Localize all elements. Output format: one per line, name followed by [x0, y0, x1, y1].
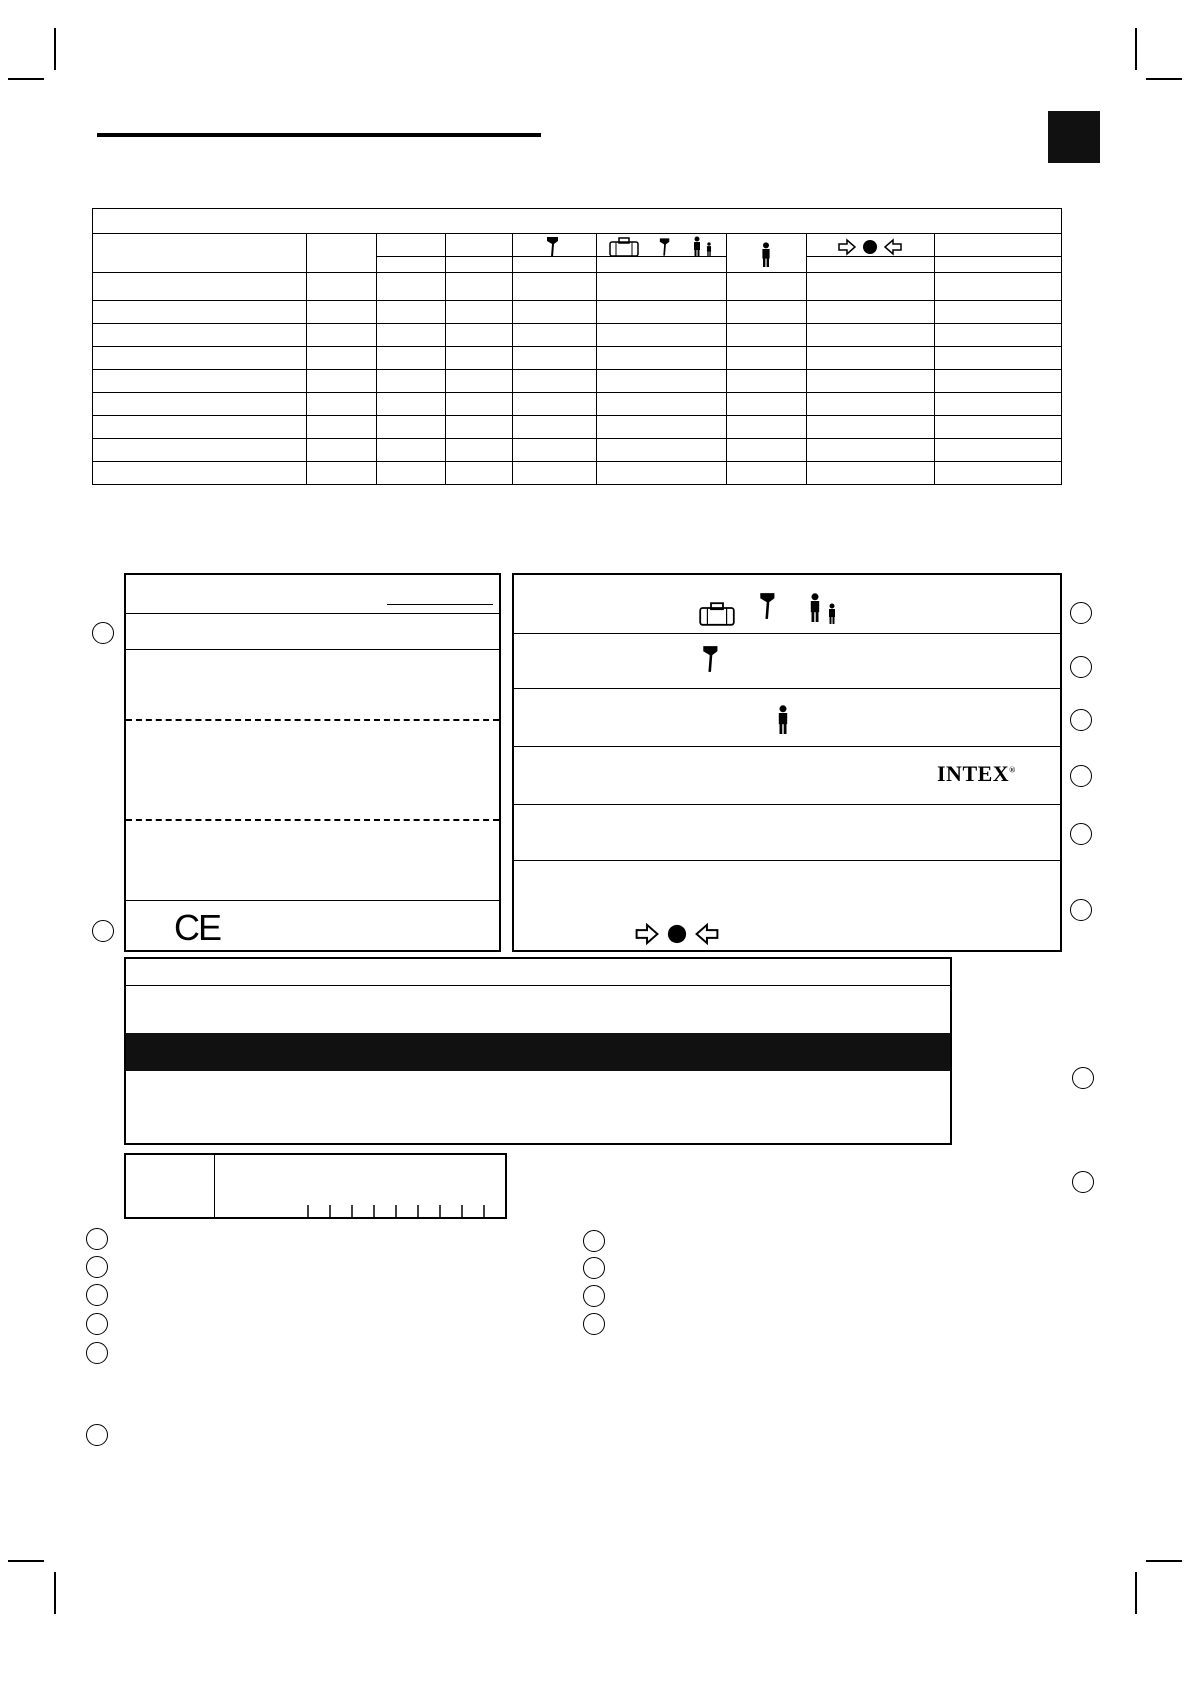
- luggage-icon: [699, 601, 735, 627]
- table-row: [93, 416, 1062, 439]
- callout-circle: [1070, 823, 1092, 845]
- callout-circle: [1070, 656, 1092, 678]
- table-caption-row: [93, 209, 1062, 234]
- crop-mark-tl-h: [8, 78, 44, 80]
- legend-circle: [86, 1284, 108, 1306]
- serial-box: [124, 1153, 507, 1219]
- paddle-icon: [546, 236, 560, 258]
- adult-figure-icon: [692, 236, 702, 258]
- callout-circle: [1070, 602, 1092, 624]
- crop-mark-tr-v: [1135, 28, 1137, 70]
- header-cell-paddle: [512, 234, 596, 257]
- model-field-underline: [387, 604, 493, 605]
- warning-panel: [124, 957, 952, 1145]
- paddle-icon: [759, 586, 777, 626]
- table-row: [93, 370, 1062, 393]
- header-cell-2: [307, 234, 376, 273]
- header-cell-3: [376, 234, 445, 257]
- header-cell-persons: [727, 234, 807, 273]
- header-cell-model: [93, 234, 307, 273]
- callout-circle: [1070, 765, 1092, 787]
- legend-circle: [86, 1313, 108, 1335]
- paddle-icon: [702, 639, 720, 679]
- crop-mark-br-v: [1135, 1572, 1137, 1614]
- registered-mark: ®: [1009, 765, 1016, 775]
- legend-circle: [86, 1228, 108, 1250]
- header-subcell: [934, 257, 1061, 273]
- adult-figure-icon: [776, 702, 790, 738]
- header-subcell: [597, 257, 727, 273]
- logo-text: INTEX: [937, 761, 1010, 786]
- legend-circle: [86, 1424, 108, 1446]
- callout-circle: [1070, 709, 1092, 731]
- table-row: [93, 324, 1062, 347]
- paddle-icon: [659, 236, 671, 258]
- callout-circle: [1070, 899, 1092, 921]
- crop-mark-bl-h: [8, 1560, 44, 1562]
- spec-table: [92, 208, 1062, 485]
- legend-circle: [583, 1285, 605, 1307]
- header-cell-4: [445, 234, 512, 257]
- table-row: [93, 393, 1062, 416]
- header-cell-9: [934, 234, 1061, 257]
- child-figure-icon: [705, 242, 713, 257]
- table-row: [93, 301, 1062, 324]
- crop-mark-br-h: [1146, 1560, 1182, 1562]
- legend-circle: [583, 1257, 605, 1279]
- intex-logo: [937, 761, 1016, 787]
- luggage-icon: [609, 237, 639, 257]
- adult-figure-icon: [808, 591, 822, 625]
- legend-circle: [583, 1313, 605, 1335]
- callout-circle: [1072, 1067, 1094, 1089]
- child-figure-icon: [827, 602, 837, 626]
- legend-circle: [86, 1342, 108, 1364]
- header-subcell: [807, 257, 934, 273]
- title-underline: [97, 133, 541, 137]
- language-tab: [1048, 111, 1100, 163]
- header-cell-gravity: [807, 234, 934, 257]
- ruler-ticks: [306, 1205, 506, 1219]
- header-subcell: [445, 257, 512, 273]
- table-row: [93, 273, 1062, 301]
- arrows-centre-dot-icon: [837, 238, 903, 256]
- header-subcell: [376, 257, 445, 273]
- legend-circle: [86, 1256, 108, 1278]
- capacity-plate-right: [512, 573, 1062, 952]
- ce-mark: CE: [174, 907, 221, 948]
- adult-figure-icon: [760, 240, 772, 270]
- callout-circle: [92, 920, 114, 942]
- crop-mark-tr-h: [1146, 78, 1182, 80]
- arrows-centre-dot-icon: [634, 922, 720, 946]
- header-subcell: [512, 257, 596, 273]
- warning-banner: [126, 1033, 950, 1071]
- table-row: [93, 462, 1062, 485]
- crop-mark-bl-v: [54, 1572, 56, 1614]
- header-cell-load: [597, 234, 727, 257]
- legend-circle: [583, 1230, 605, 1252]
- callout-circle: [92, 622, 114, 644]
- callout-circle: [1072, 1171, 1094, 1193]
- capacity-plate-left: [124, 573, 501, 952]
- crop-mark-tl-v: [54, 28, 56, 70]
- table-row: [93, 439, 1062, 462]
- table-row: [93, 347, 1062, 370]
